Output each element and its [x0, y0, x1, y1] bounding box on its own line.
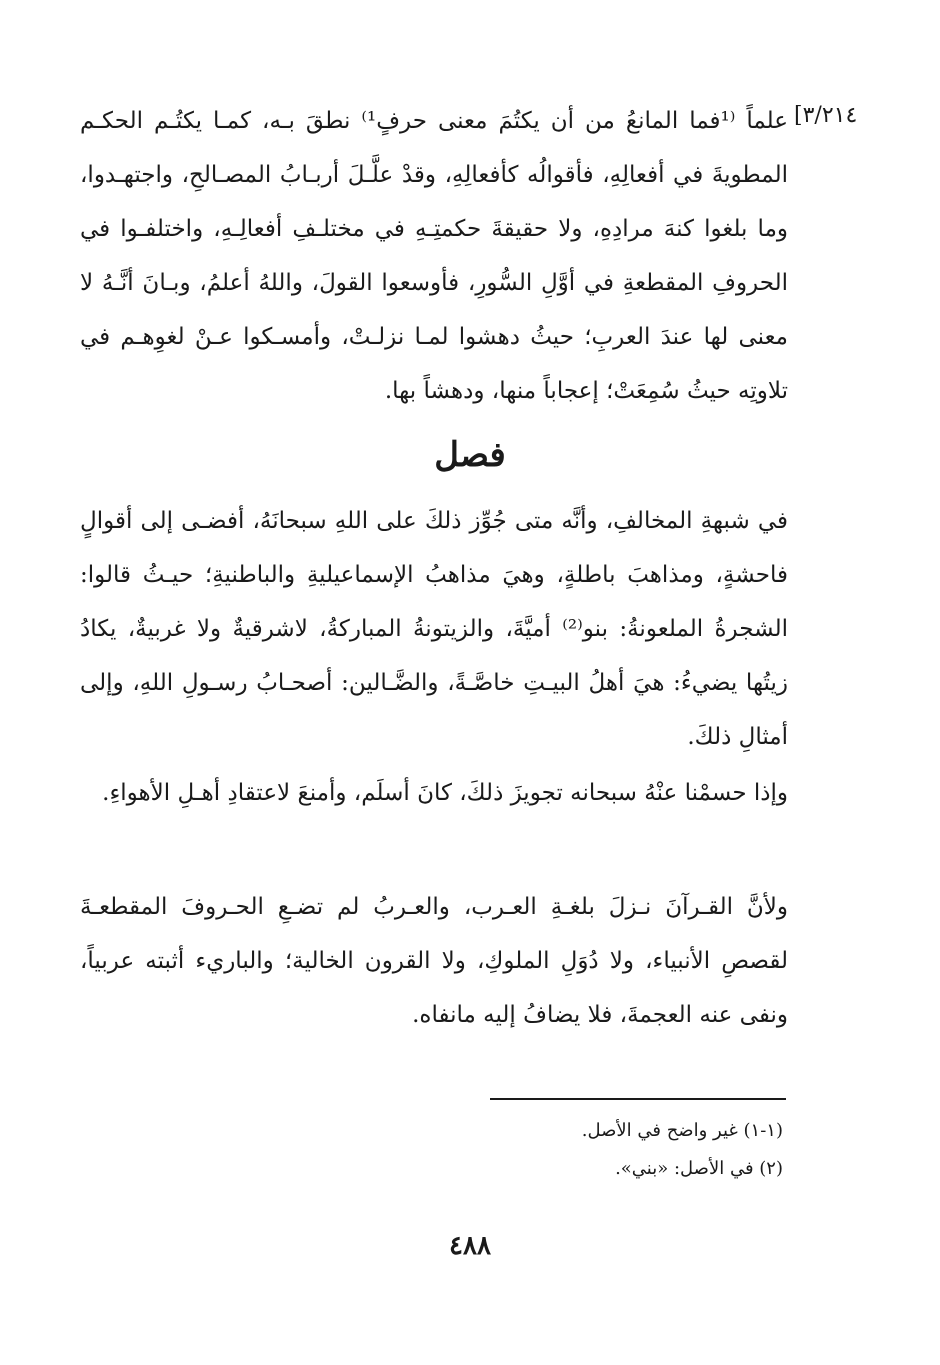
page-number: ٤٨٨: [449, 1231, 491, 1261]
footnote-divider: [490, 1098, 786, 1100]
footnotes: [80, 1112, 783, 1188]
footnote-2: (٢) في الأصل: «بني».: [615, 1158, 783, 1179]
volume-page-reference: [٣/٢١٤: [794, 103, 858, 128]
paragraph-conclusion: وإذا حسمْنا عنْهُ سبحانه تجويزَ ذلكَ، كانَ أسلَم، وأمنعَ لاعتقادِ أهـلِ الأهواءِ.: [102, 780, 788, 806]
footnote-1: (١-١) غير واضح في الأصل.: [581, 1120, 783, 1141]
paragraph-intro: علماً ⁽¹فما المانعُ من أن يكتُمَ معنى حرفٍ¹⁾ نطقَ بـه، كمـا يكتُـم الحكـم المطويةَ في أفعالِهِ، فأقوالُه كأفعالِهِ، وقدْ علَّـلَ أربـابُ المصـالحِ، واجتهـدوا، وما بلغوا كنهَ مرادِهِ، ولا حقيقةَ حكمتِـهِ في مختلـفِ أفعالِـهِ، واختلفـوا في الحروفِ المقطعةِ في أوَّلِ السُّورِ، فأوسعوا القولَ، واللهُ أعلمُ، وبـانَ أنَّـهُ لا معنى لها عندَ العربِ؛ حيثُ دهشوا لمـا نزلـتْ، وأمسـكوا عـنْ لغوِهـم في تلاوتِه حيثُ سُمِعَتْ؛ إعجاباً منها، ودهشاً بها.: [80, 108, 789, 404]
paragraph-opponent-argument: في شبهةِ المخالفِ، وأنَّه متى جُوِّز ذلكَ على اللهِ سبحانَهُ، أفضـى إلى أقوالٍ فاحشةٍ، ومذاهبَ باطلةٍ، وهيَ مذاهبُ الإسماعيليةِ والباطنيةِ؛ حيـثُ قالوا: الشجرةُ الملعونةُ: بنو⁽²⁾ أميَّةَ، والزيتونةُ المباركةُ، لاشرقيةٌ ولا غربيةٌ، يكادُ زيتُها يضيءُ: هيَ أهلُ البيـتِ خاصَّـةً، والضَّـالين: أصحـابُ رسـولِ اللهِ، وإلى أمثالِ ذلكَ.: [80, 508, 788, 750]
section-heading: فصل: [434, 435, 506, 475]
paragraph-arabic-language: ولأنَّ القـرآنَ نـزلَ بلغـةِ العـرب، والعـربُ لم تضـعِ الحـروفَ المقطعـةَ لقصصِ الأنبياء، ولا دُوَلِ الملوكِ، ولا القرون الخالية؛ والباريء أثبته عربياً، ونفى عنه العجمةَ، فلا يضافُ إليه مانفاه.: [80, 894, 788, 1028]
